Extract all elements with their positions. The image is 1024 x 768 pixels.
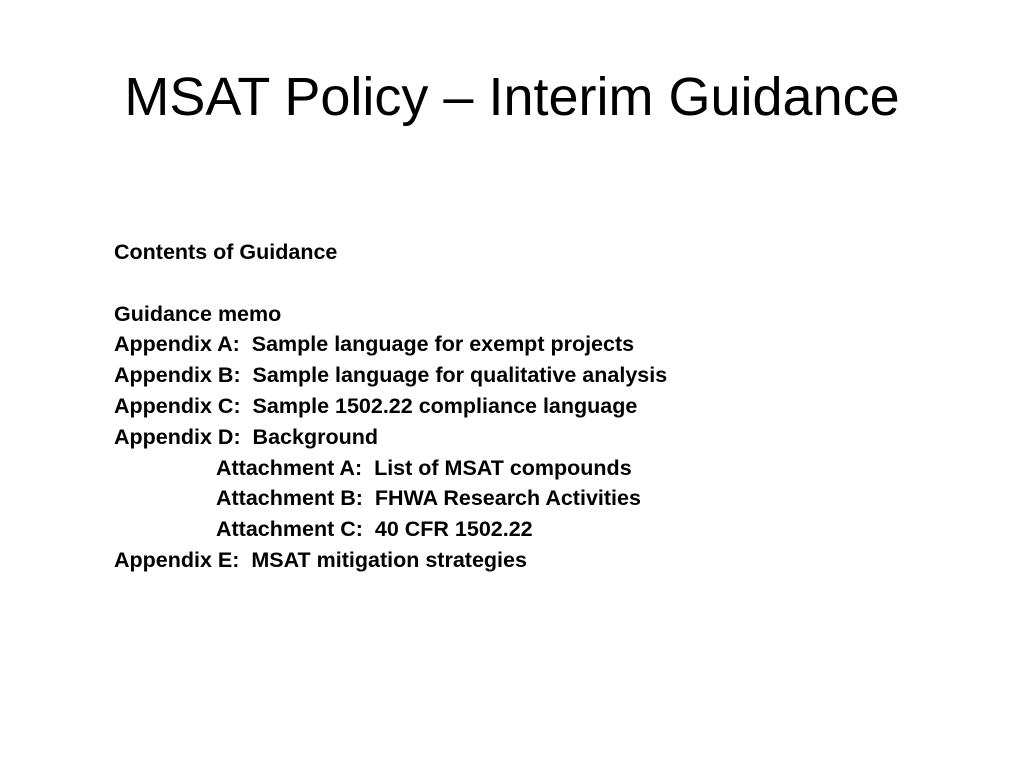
list-item-appendix-a: Appendix A: Sample language for exempt projects — [114, 332, 635, 357]
list-item-attachment-c: Attachment C: 40 CFR 1502.22 — [216, 517, 533, 542]
slide-title: MSAT Policy – Interim Guidance — [124, 67, 900, 127]
list-item-appendix-c: Appendix C: Sample 1502.22 compliance language — [114, 393, 638, 418]
list-item-appendix-b: Appendix B: Sample language for qualitative analysis — [114, 363, 668, 388]
list-item-attachment-b: Attachment B: FHWA Research Activities — [216, 486, 641, 511]
list-item-appendix-d: Appendix D: Background — [114, 424, 378, 449]
list-item-appendix-e: Appendix E: MSAT mitigation strategies — [114, 547, 527, 572]
list-item-guidance-memo: Guidance memo — [114, 301, 282, 326]
contents-heading: Contents of Guidance — [114, 240, 338, 264]
list-item-attachment-a: Attachment A: List of MSAT compounds — [216, 455, 632, 480]
contents-list — [114, 237, 974, 576]
